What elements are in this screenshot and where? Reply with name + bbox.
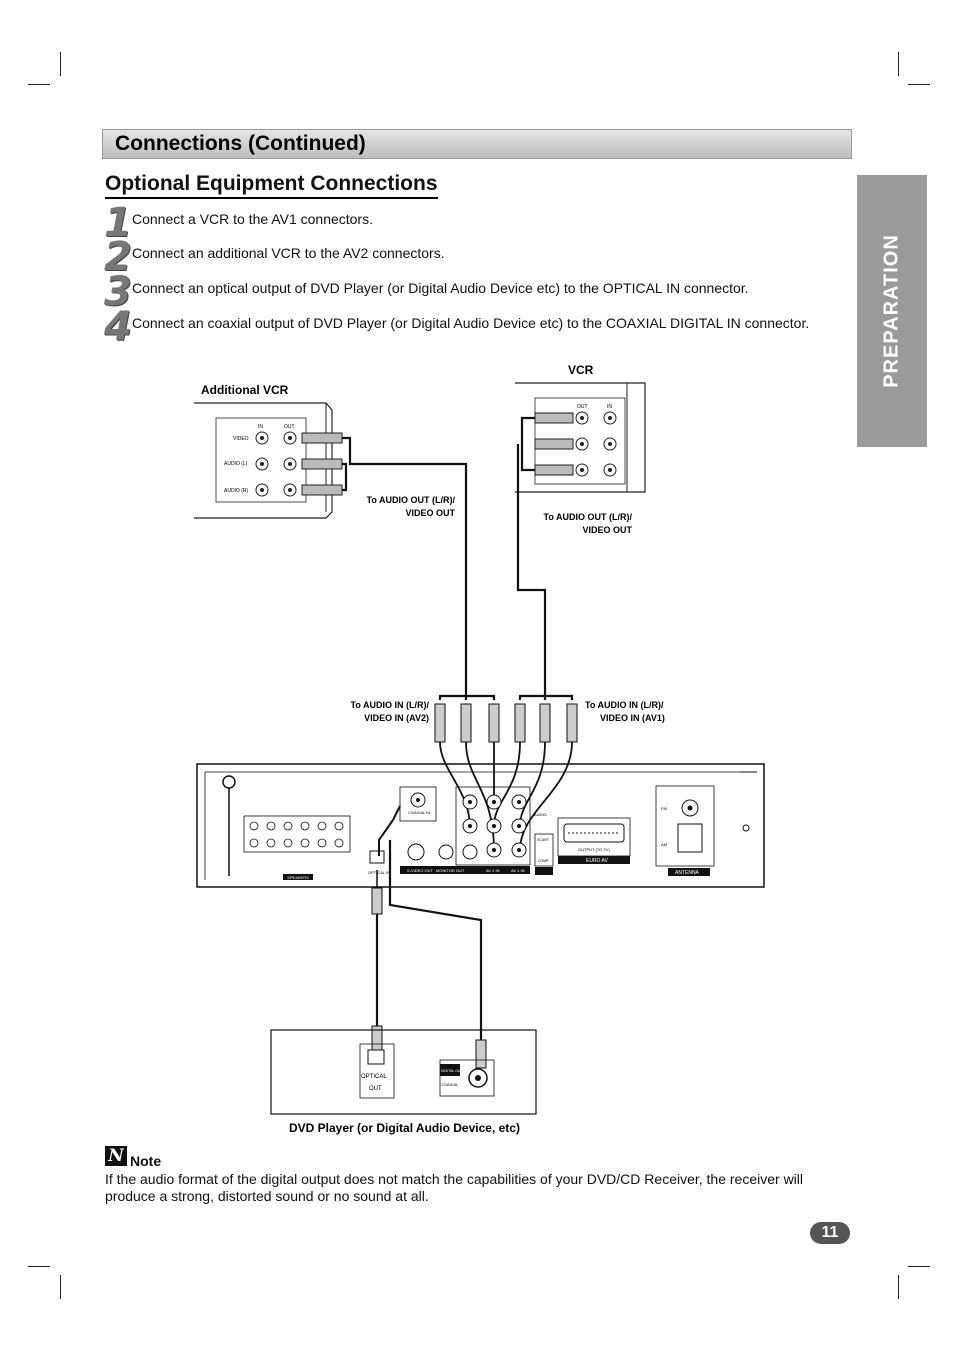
to-audio-out-vcr-line1: To AUDIO OUT (L/R)/ — [543, 512, 632, 522]
speakers-label: SPEAKERS — [287, 875, 309, 880]
step-number: 1 — [104, 200, 132, 246]
step-number: 4 — [104, 304, 132, 350]
video-out-label: S-VIDEO OUT — [407, 868, 434, 873]
am-label: AM — [661, 842, 667, 847]
step-text: Connect an additional VCR to the AV2 connectors. — [132, 245, 445, 261]
monitor-out-label: MONITOR OUT — [436, 868, 465, 873]
av1-in-label: AV 1 IN — [511, 868, 525, 873]
step-text: Connect an coaxial output of DVD Player (or Digital Audio Device etc) to the COAXIAL DIGITAL IN connector. — [132, 315, 810, 331]
side-tab-label: PREPARATION — [880, 234, 903, 388]
add-vcr-out-label: OUT — [284, 424, 295, 430]
additional-vcr-label: Additional VCR — [201, 383, 289, 397]
rca-plugs — [435, 704, 577, 742]
scart-label: SCART — [537, 838, 549, 842]
coaxial-in-label: COAXIAL IN — [408, 810, 431, 815]
step-text: Connect a VCR to the AV1 connectors. — [132, 211, 373, 227]
to-audio-in-av2-line2: VIDEO IN (AV2) — [364, 713, 429, 723]
add-vcr-audio-r-label: AUDIO (R) — [224, 488, 249, 494]
dvd-out-label: OUT — [369, 1086, 382, 1092]
to-audio-out-line2: VIDEO OUT — [405, 508, 455, 518]
vcr-label: VCR — [568, 363, 594, 377]
step-text: Connect an optical output of DVD Player (or Digital Audio Device etc) to the OPTICAL IN connector. — [132, 280, 749, 296]
fm-label: FM — [661, 806, 667, 811]
note-text: If the audio format of the digital output does not match the capabilities of your DVD/CD Receiver, the receiver will produce a strong, distorted sound or no sound at all. — [105, 1171, 804, 1204]
av2-in-label: AV 2 IN — [486, 868, 500, 873]
antenna-label: ANTENNA — [675, 870, 699, 876]
note-label: Note — [130, 1153, 162, 1169]
to-audio-in-av2-line1: To AUDIO IN (L/R)/ — [350, 700, 429, 710]
to-audio-out-vcr-line2: VIDEO OUT — [582, 525, 632, 535]
dvd-label: DVD Player (or Digital Audio Device, etc) — [289, 1121, 520, 1135]
add-vcr-video-label: VIDEO — [233, 436, 249, 442]
step-number: 3 — [104, 269, 132, 315]
coaxial-label: COAXIAL — [441, 1082, 459, 1087]
to-audio-in-av1-line1: To AUDIO IN (L/R)/ — [585, 700, 664, 710]
digital-out-label: DIGITAL OUT — [441, 1069, 463, 1073]
page-number: 11 — [810, 1222, 850, 1244]
vcr-out-label: OUT — [577, 404, 588, 410]
optical-in-label: OPTICAL IN — [368, 870, 391, 875]
add-vcr-audio-l-label: AUDIO (L) — [224, 461, 248, 467]
step-number: 2 — [104, 234, 132, 280]
dvd-player-device — [271, 1030, 536, 1114]
additional-vcr-device — [194, 403, 342, 518]
vcr-in-label: IN — [607, 404, 612, 410]
euro-av-label: EURO AV — [586, 858, 608, 864]
output-to-tv-label: OUTPUT (TO TV) — [578, 847, 610, 852]
comp-label: COMP. — [538, 859, 550, 863]
add-vcr-in-label: IN — [258, 424, 263, 430]
to-audio-in-av1-line2: VIDEO IN (AV1) — [600, 713, 665, 723]
page-title: Connections (Continued) — [115, 132, 366, 155]
dvd-optical-label: OPTICAL — [361, 1074, 387, 1080]
audio-label: AUDIO — [534, 812, 547, 817]
receiver-rear-panel — [197, 764, 764, 887]
section-title: Optional Equipment Connections — [105, 172, 438, 199]
note-icon: N — [105, 1146, 127, 1166]
vcr-device — [515, 383, 645, 492]
to-audio-out-line1: To AUDIO OUT (L/R)/ — [366, 495, 455, 505]
